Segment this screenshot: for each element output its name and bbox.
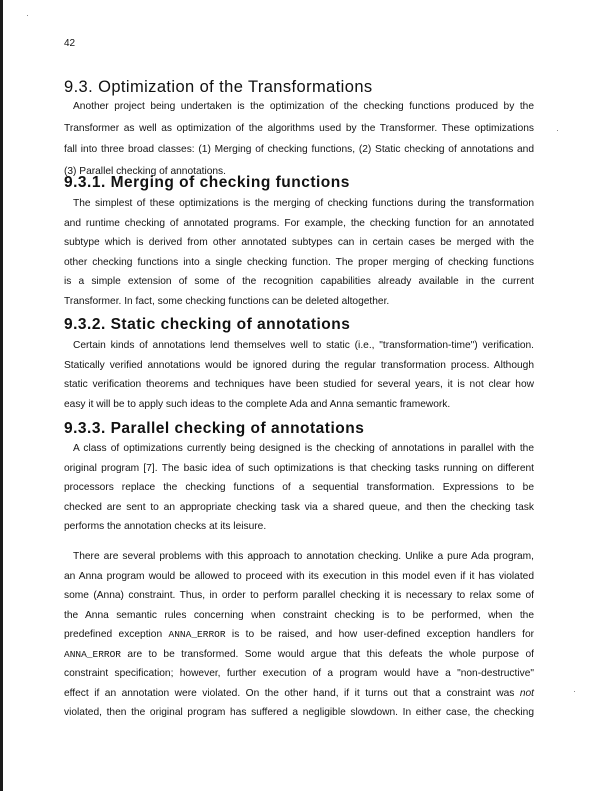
scan-speck [557,130,558,131]
text-line: violated, then the original program has suffered a negligible slowdown. In either case, the checking [64,707,534,718]
section-paragraph-9-3-1 [64,195,534,311]
text-line: There are several problems with this approach to annotation checking. Unlike a pure Ada program, [73,551,534,562]
text-line: constraint specification; however, further execution of a program would have a "non-destructive" [64,668,534,679]
text-line: Certain kinds of annotations lend themselves well to static (i.e., "transformation-time") verification. [73,340,534,351]
text-line: Transformer as well as optimization of the algorithms used by the Transformer. These optimizations [64,122,534,134]
text-line: A class of optimizations currently being designed is the checking of annotations in parallel with the [73,443,534,454]
code-anna-error: ANNA_ERROR [168,629,226,640]
text-line: and runtime checking of annotated programs. For example, the checking function for an annotated [64,217,534,229]
text-line: some (Anna) constraint. Thus, in order to perform parallel checking it is necessary to relax some of [64,590,534,601]
text-run: predefined exception [64,629,169,640]
section-paragraph-9-3 [64,98,534,181]
text-run: are to be transformed. Some would argue that this defeats the whole purpose of [121,648,534,660]
text-line [64,626,534,645]
text-line: Transformer. In fact, some checking functions can be deleted altogether. [64,295,390,307]
section-paragraph-9-3-2 [64,337,534,414]
text-line [64,685,534,704]
section-heading-9-3: 9.3. Optimization of the Transformations [64,78,373,96]
text-line [64,646,534,665]
text-line: static verification theorems and techniques have been studied for several years, it is not clear how [64,379,534,390]
text-line: subtype which is derived from other annotated subtypes can in certain cases be merged with the [64,237,534,248]
scan-edge-bar [0,0,3,791]
text-line: an Anna program would be allowed to proceed with its execution in this model even if it has violated [64,570,534,582]
text-line: other checking functions into a single checking function. The proper merging of checking functions [64,256,534,268]
section-heading-9-3-2: 9.3.2. Static checking of annotations [64,316,351,333]
text-line: Another project being undertaken is the optimization of the checking functions produced by the [73,101,534,112]
text-line: checked are sent to an appropriate checking task via a shared queue, and then the checking task [64,501,534,513]
text-line: is a simple extension of some of the recognition capabilities already available in the current [64,276,534,287]
paragraph-parallel-problems [64,548,534,723]
text-run: is to be raised, and how user-defined exception handlers for [225,629,535,640]
scan-speck [27,15,28,16]
page-number: 42 [64,38,76,49]
text-line: processors replace the checking functions of a sequential transformation. Expressions to be [64,482,534,493]
section-heading-9-3-1: 9.3.1. Merging of checking functions [64,174,350,191]
section-paragraph-9-3-3 [64,440,534,537]
text-line: Statically verified annotations would be ignored during the regular transformation process. Although [64,359,534,371]
text-line: easy it will be to apply such ideas to the complete Ada and Anna semantic framework. [64,398,451,410]
section-heading-9-3-3: 9.3.3. Parallel checking of annotations [64,420,365,437]
text-line: performs the annotation checks at its leisure. [64,521,267,532]
text-line: (3) Parallel checking of annotations. [64,165,226,177]
text-line: original program [7]. The basic idea of such optimizations is that checking tasks running on different [64,462,534,474]
text-line: the Anna semantic rules concerning when constraint checking is to be performed, when the [64,609,534,621]
text-line: The simplest of these optimizations is the merging of checking functions during the transformation [73,198,534,209]
code-anna-error: ANNA_ERROR [64,648,122,660]
scan-speck [574,691,575,692]
emphasis-not: not [519,687,534,699]
text-line: fall into three broad classes: (1) Merging of checking functions, (2) Static checking of annotations and [64,144,534,155]
text-run: effect if an annotation were violated. On the other hand, if it turns out that a constraint was [64,687,520,699]
